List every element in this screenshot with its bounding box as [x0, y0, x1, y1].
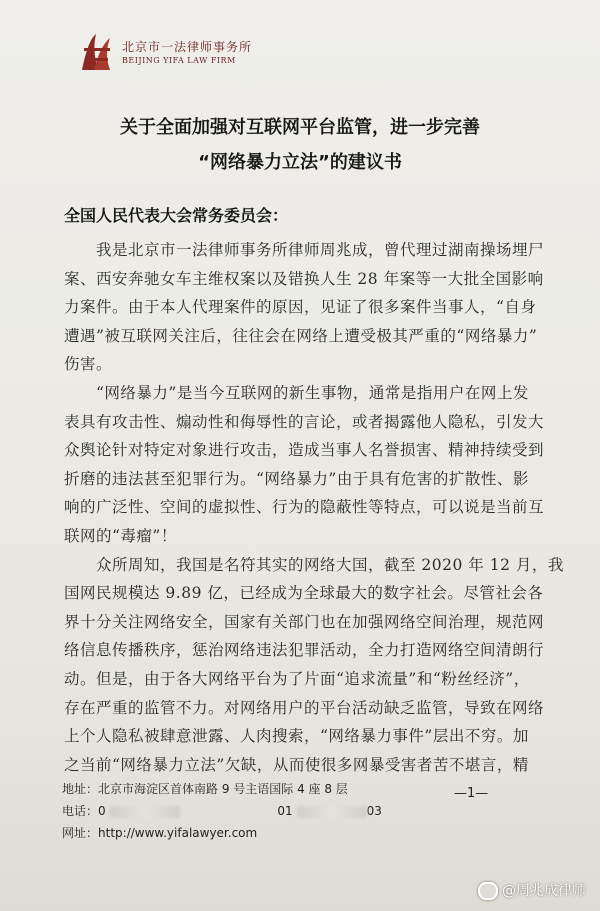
firm-logo-icon — [78, 30, 114, 74]
watermark-text: @周兆成律师 — [502, 883, 586, 899]
body-line: 力案件。由于本人代理案件的原因，见证了很多案件当事人，“自身 — [64, 298, 537, 317]
website-url: http://www.yifalawyer.com — [98, 826, 258, 840]
body-line: 存在严重的监管不力。对网络用户的平台活动缺乏监管，导致在网络 — [64, 698, 545, 717]
body-line: 我是北京市一法律师事务所律师周兆成，曾代理过湖南操场埋尸 — [64, 241, 545, 259]
body-line: 响的广泛性、空间的虚拟性、行为的隐蔽性等特点，可以说是当前互 — [64, 498, 545, 517]
address-text: 北京市海淀区首体南路 9 号主语国际 4 座 8 层 — [98, 782, 348, 796]
body-line: 联网的“毒瘤”！ — [64, 527, 177, 545]
address-label: 地址： — [62, 782, 99, 796]
website-label: 网址： — [62, 826, 99, 840]
salutation: 全国人民代表大会常务委员会： — [64, 206, 289, 225]
page-number: —1— — [454, 786, 489, 801]
body-line: 络信息传播秩序，惩治网络违法犯罪活动，全力打造网络空间清朗行 — [64, 641, 545, 660]
body-line: 众舆论针对特定对象进行攻击，造成当事人名誉损害、精神持续受到 — [64, 441, 545, 460]
phone-number-2: 01 — [277, 804, 293, 818]
redacted-phone-1 — [110, 806, 180, 818]
body-line: 案、西安奔驰女车主维权案以及错换人生 28 年案等一大批全国影响 — [64, 269, 544, 288]
body-line: 之当前“网络暴力立法”欠缺，从而使很多网暴受害者苦不堪言，精 — [64, 755, 529, 774]
body-line: 上个人隐私被肆意泄露、人肉搜索，“网络暴力事件”层出不穷。加 — [64, 727, 529, 746]
phone-label: 电话： — [62, 804, 99, 818]
phone-number-2-tail: 03 — [366, 804, 382, 818]
document-title-line-1: 关于全面加强对互联网平台监管，进一步完善 — [120, 117, 480, 138]
phone-number-1: 0 — [98, 804, 106, 818]
footer-phone — [62, 802, 382, 819]
body-line: 伤害。 — [64, 355, 113, 374]
document-title-line-2: “网络暴力立法”的建议书 — [198, 152, 402, 173]
redacted-phone-2 — [297, 806, 367, 818]
body-line: 表具有攻击性、煽动性和侮辱性的言论，或者揭露他人隐私，引发大 — [64, 412, 545, 431]
body-line: 国网民规模达 9.89 亿，已经成为全球最大的数字社会。尽管社会各 — [64, 584, 544, 603]
body-line: 动。但是，由于各大网络平台为了片面“追求流量”和“粉丝经济”， — [64, 670, 530, 688]
body-line: 折磨的违法甚至犯罪行为。“网络暴力”由于具有危害的扩散性、影 — [64, 469, 529, 488]
weibo-icon — [478, 882, 498, 900]
body-line: 众所周知，我国是名符其实的网络大国，截至 2020 年 12 月，我 — [64, 555, 564, 574]
footer-website — [62, 824, 257, 841]
footer-address — [62, 780, 348, 797]
letterhead — [78, 30, 378, 80]
body-line: 遭遇”被互联网关注后，往往会在网络上遭受极其严重的“网络暴力” — [64, 326, 538, 345]
watermark — [478, 880, 586, 900]
firm-name-en: BEIJING YIFA LAW FIRM — [122, 56, 236, 65]
body-line: 界十分关注网络安全，国家有关部门也在加强网络空间治理，规范网 — [64, 612, 545, 631]
body-line: “网络暴力”是当今互联网的新生事物，通常是指用户在网上发 — [64, 384, 529, 402]
firm-name-cn: 北京市一法律师事务所 — [122, 40, 253, 54]
